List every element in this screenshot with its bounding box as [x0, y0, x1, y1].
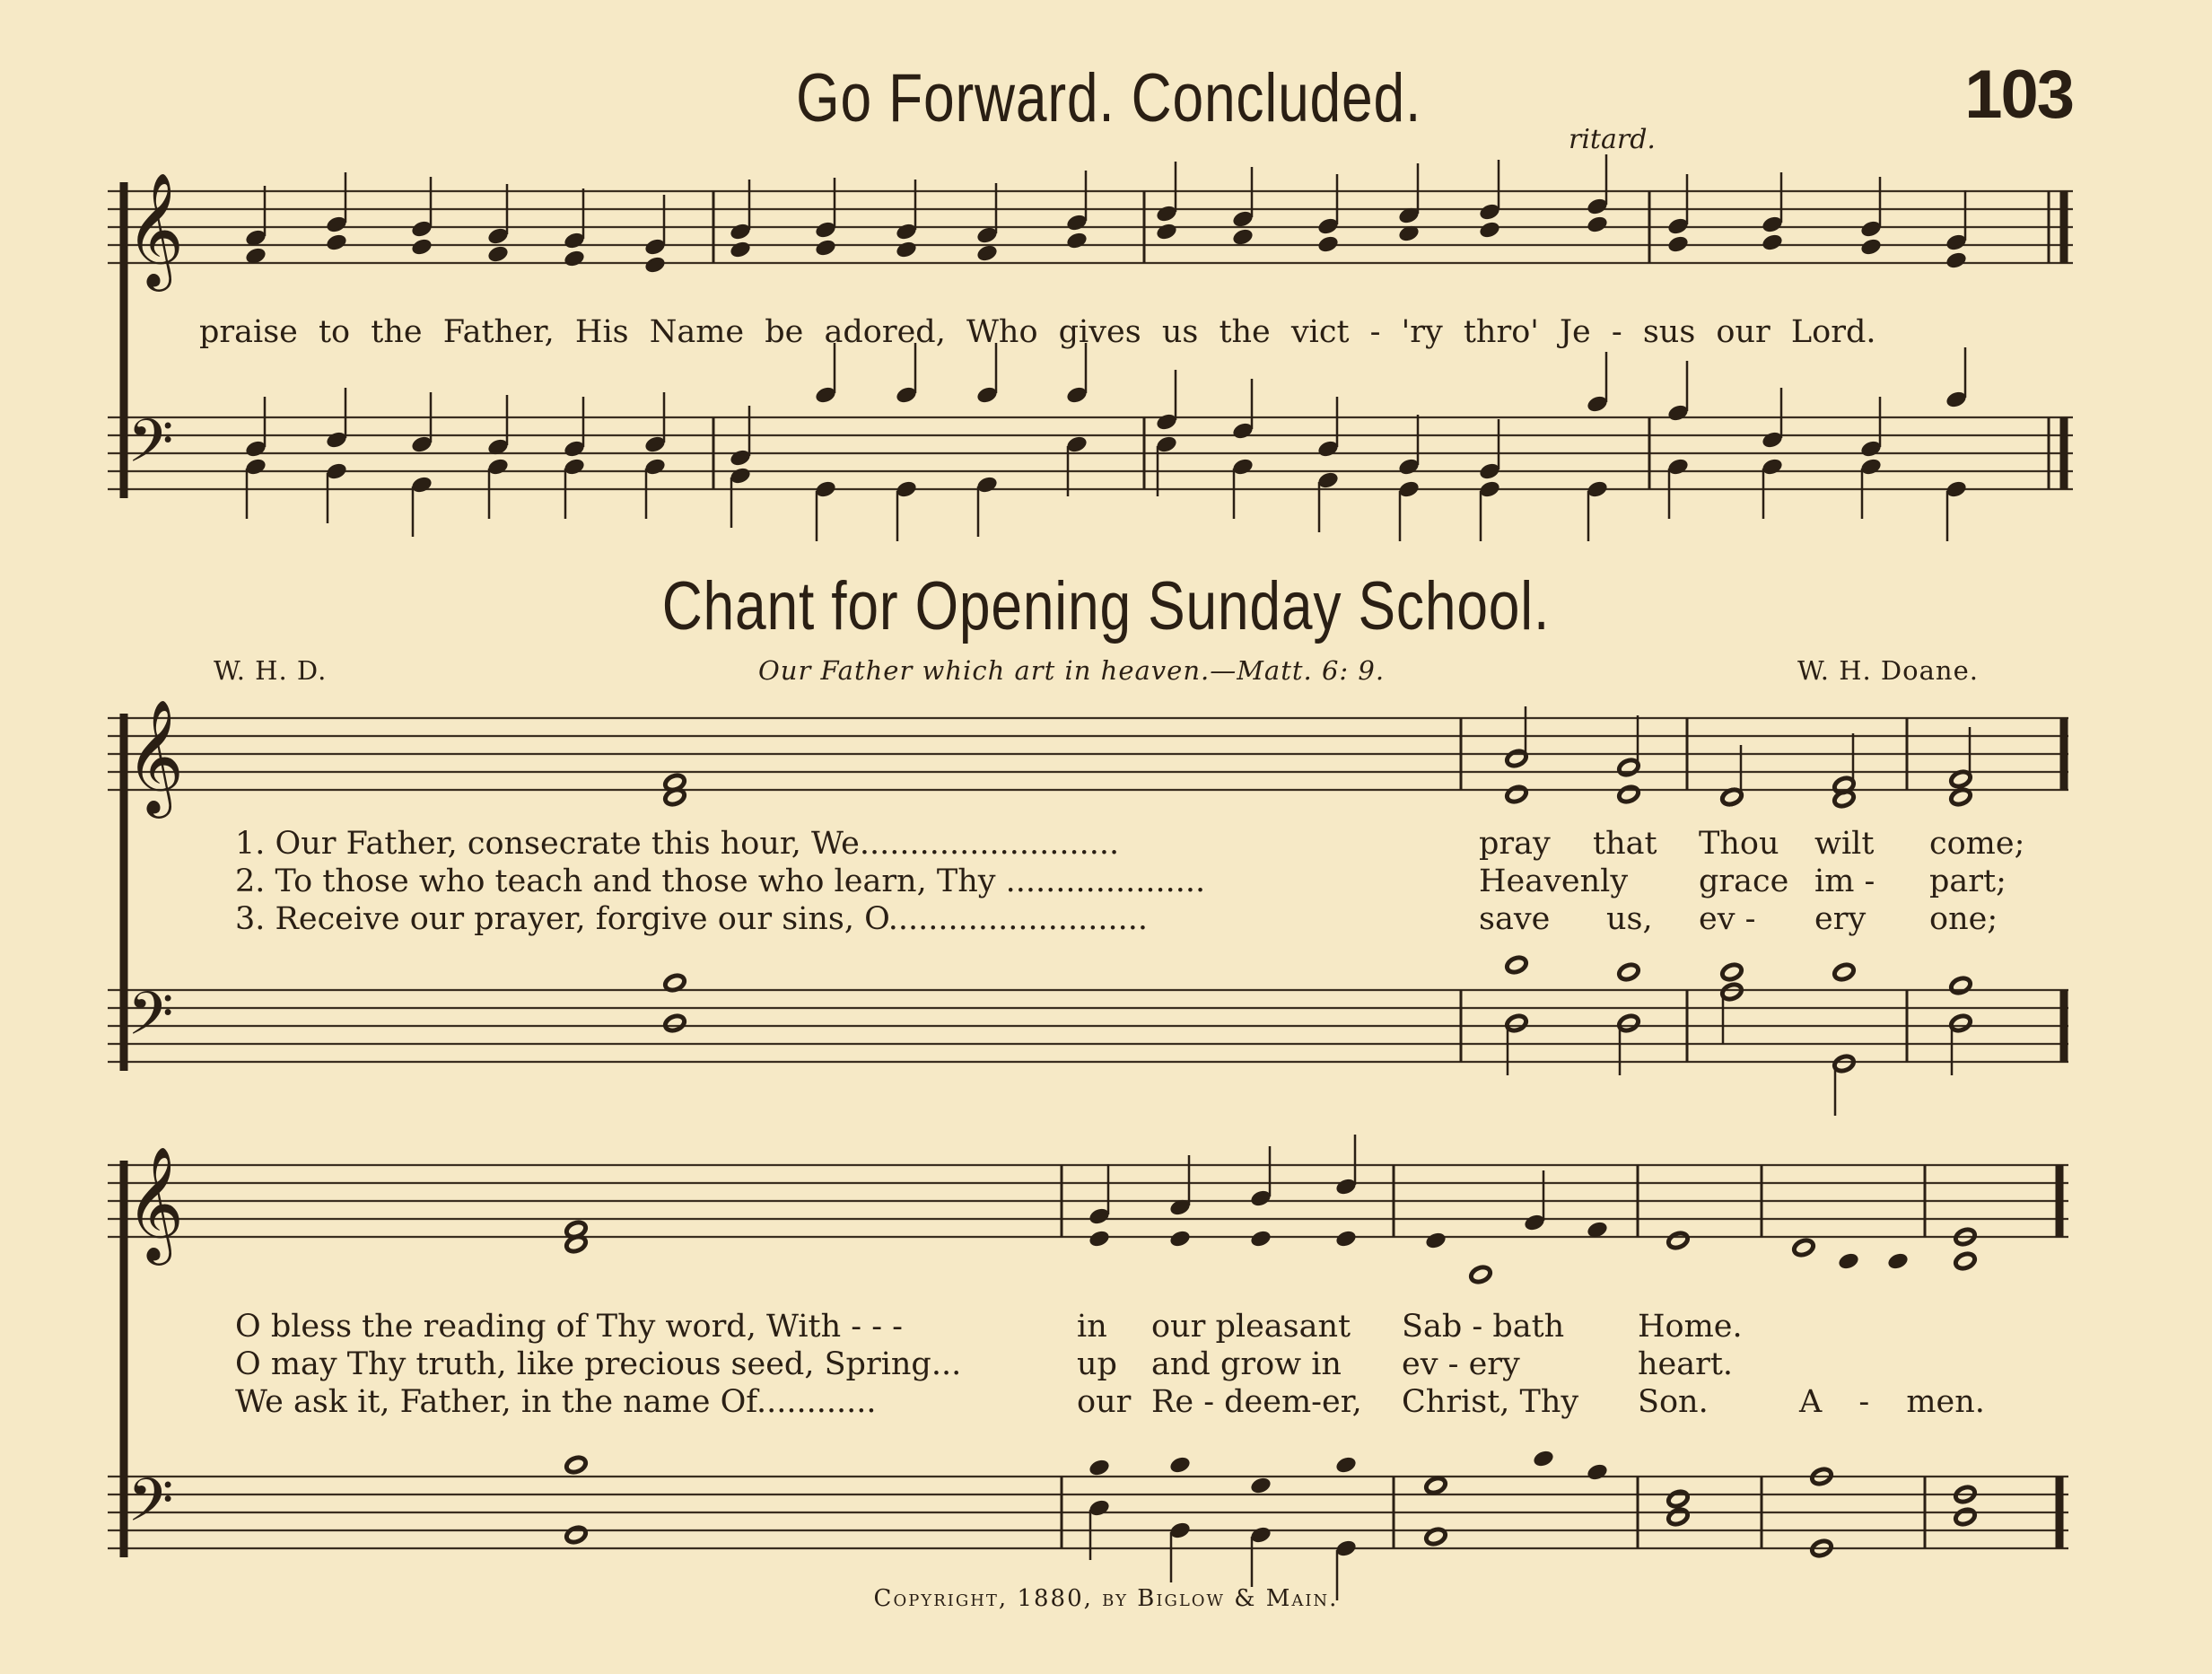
scripture-reference: Our Father which art in heaven.—Matt. 6: 9.: [758, 655, 1386, 686]
note-head: [1720, 962, 1744, 982]
note-head: [1945, 250, 1968, 270]
hymn-title-go-forward: Go Forward. Concluded.: [796, 60, 1422, 136]
note-head: [1469, 1265, 1492, 1284]
note-head: [975, 243, 999, 263]
page-number: 103: [1964, 57, 2073, 133]
hymn-title-chant: Chant for Opening Sunday School.: [661, 568, 1551, 644]
note-head: [1505, 955, 1528, 975]
note-head: [1505, 784, 1528, 804]
note-head: [1666, 1507, 1690, 1527]
note-head: [1886, 1251, 1910, 1271]
note-head: [1155, 222, 1178, 241]
note-head: [814, 238, 837, 258]
note-head: [325, 232, 348, 252]
note-head: [1837, 1251, 1860, 1271]
note-head: [1168, 1455, 1192, 1475]
note-head: [564, 1455, 588, 1475]
note-head: [1424, 1231, 1447, 1250]
note-head: [1586, 1462, 1609, 1482]
note-head: [1666, 234, 1690, 254]
author-credit: W. H. D.: [214, 655, 328, 686]
verse-1-lead: 1. Our Father, consecrate this hour, We..........................: [235, 826, 1120, 862]
hymn1-lyrics: praise to the Father, His Name be adored, Who gives us the vict - 'ry thro' Je - sus our Lord.: [199, 314, 1876, 350]
verse-3-word: ev -: [1699, 901, 1756, 937]
verse-1-word: come;: [1929, 826, 2025, 862]
note-head: [1532, 1449, 1555, 1468]
verse-1-word: Thou: [1699, 826, 1779, 862]
note-head: [1666, 1231, 1690, 1250]
verse-3-word: Christ, Thy: [1402, 1384, 1579, 1420]
note-head: [563, 249, 586, 268]
verse-3-word: Son.: [1638, 1384, 1709, 1420]
note-head: [1832, 962, 1856, 982]
bass-clef-icon: 𝄢: [127, 407, 174, 490]
note-head: [1954, 1507, 1977, 1527]
note-head: [1316, 234, 1340, 254]
note-head: [1424, 1476, 1447, 1495]
note-head: [1617, 784, 1640, 804]
note-head: [564, 1525, 588, 1545]
note-head: [1065, 231, 1089, 250]
verse-2-word: Heavenly: [1479, 863, 1629, 899]
verse-2-word: part;: [1929, 863, 2007, 899]
note-head: [1792, 1238, 1815, 1258]
verse-3-lead: 3. Receive our prayer, forgive our sins, O..........................: [235, 901, 1149, 937]
note-head: [1859, 237, 1883, 257]
note-head: [1231, 227, 1255, 247]
note-head: [486, 244, 510, 264]
verse-2-word: ev - ery: [1402, 1346, 1520, 1382]
note-head: [1249, 1476, 1272, 1495]
verse-2-word: and grow in: [1151, 1346, 1342, 1382]
note-head: [729, 240, 752, 259]
verse-1-lead: O bless the reading of Thy word, With - - -: [235, 1309, 903, 1345]
verse-1-word: that: [1593, 826, 1657, 862]
note-head: [1088, 1458, 1111, 1477]
copyright-notice: Copyright, 1880, by Biglow & Main.: [873, 1585, 1339, 1612]
verse-1-word: our pleasant: [1151, 1309, 1351, 1345]
note-head: [1249, 1229, 1272, 1249]
verse-3-word: ery: [1814, 901, 1867, 937]
note-head: [410, 237, 433, 257]
verse-2-word: heart.: [1638, 1346, 1734, 1382]
verse-1-word: Home.: [1638, 1309, 1743, 1345]
note-head: [1478, 220, 1501, 240]
treble-clef-icon: 𝄞: [126, 171, 185, 286]
note-head: [1088, 1229, 1111, 1249]
verse-3-word: one;: [1929, 901, 1998, 937]
note-head: [1334, 1455, 1358, 1475]
verse-1-word: Sab - bath: [1402, 1309, 1565, 1345]
verse-2-word: up: [1077, 1346, 1117, 1382]
note-head: [663, 1013, 686, 1033]
verse-3-lead: We ask it, Father, in the name Of............: [235, 1384, 877, 1420]
note-head: [1949, 976, 1972, 995]
verse-3-word: save: [1479, 901, 1551, 937]
note-head: [1954, 1251, 1977, 1271]
verse-1-word: pray: [1479, 826, 1551, 862]
note-head: [895, 240, 918, 259]
note-head: [1666, 1489, 1690, 1509]
note-head: [1586, 215, 1609, 234]
verse-2-lead: O may Thy truth, like precious seed, Spring...: [235, 1346, 962, 1382]
note-head: [643, 255, 667, 275]
treble-clef-icon: 𝄞: [126, 698, 185, 813]
verse-2-word: grace: [1699, 863, 1789, 899]
composer-credit: W. H. Doane.: [1797, 655, 1979, 686]
verse-3-word: our: [1077, 1384, 1132, 1420]
verse-2-lead: 2. To those who teach and those who learn, Thy ....................: [235, 863, 1206, 899]
verse-2-word: im -: [1814, 863, 1875, 899]
bass-clef-icon: 𝄢: [127, 979, 174, 1063]
verse-3-word: us,: [1606, 901, 1653, 937]
note-head: [1761, 232, 1784, 252]
treble-clef-icon: 𝄞: [126, 1145, 185, 1260]
note-head: [1168, 1229, 1192, 1249]
tempo-marking: ritard.: [1569, 124, 1656, 155]
note-head: [1617, 962, 1640, 982]
verse-1-word: in: [1077, 1309, 1107, 1345]
note-head: [1334, 1229, 1358, 1249]
verse-3-word: Re - deem-er,: [1151, 1384, 1362, 1420]
verse-3-word: A - men.: [1799, 1384, 1985, 1420]
bass-clef-icon: 𝄢: [127, 1466, 174, 1549]
verse-1-word: wilt: [1814, 826, 1875, 862]
